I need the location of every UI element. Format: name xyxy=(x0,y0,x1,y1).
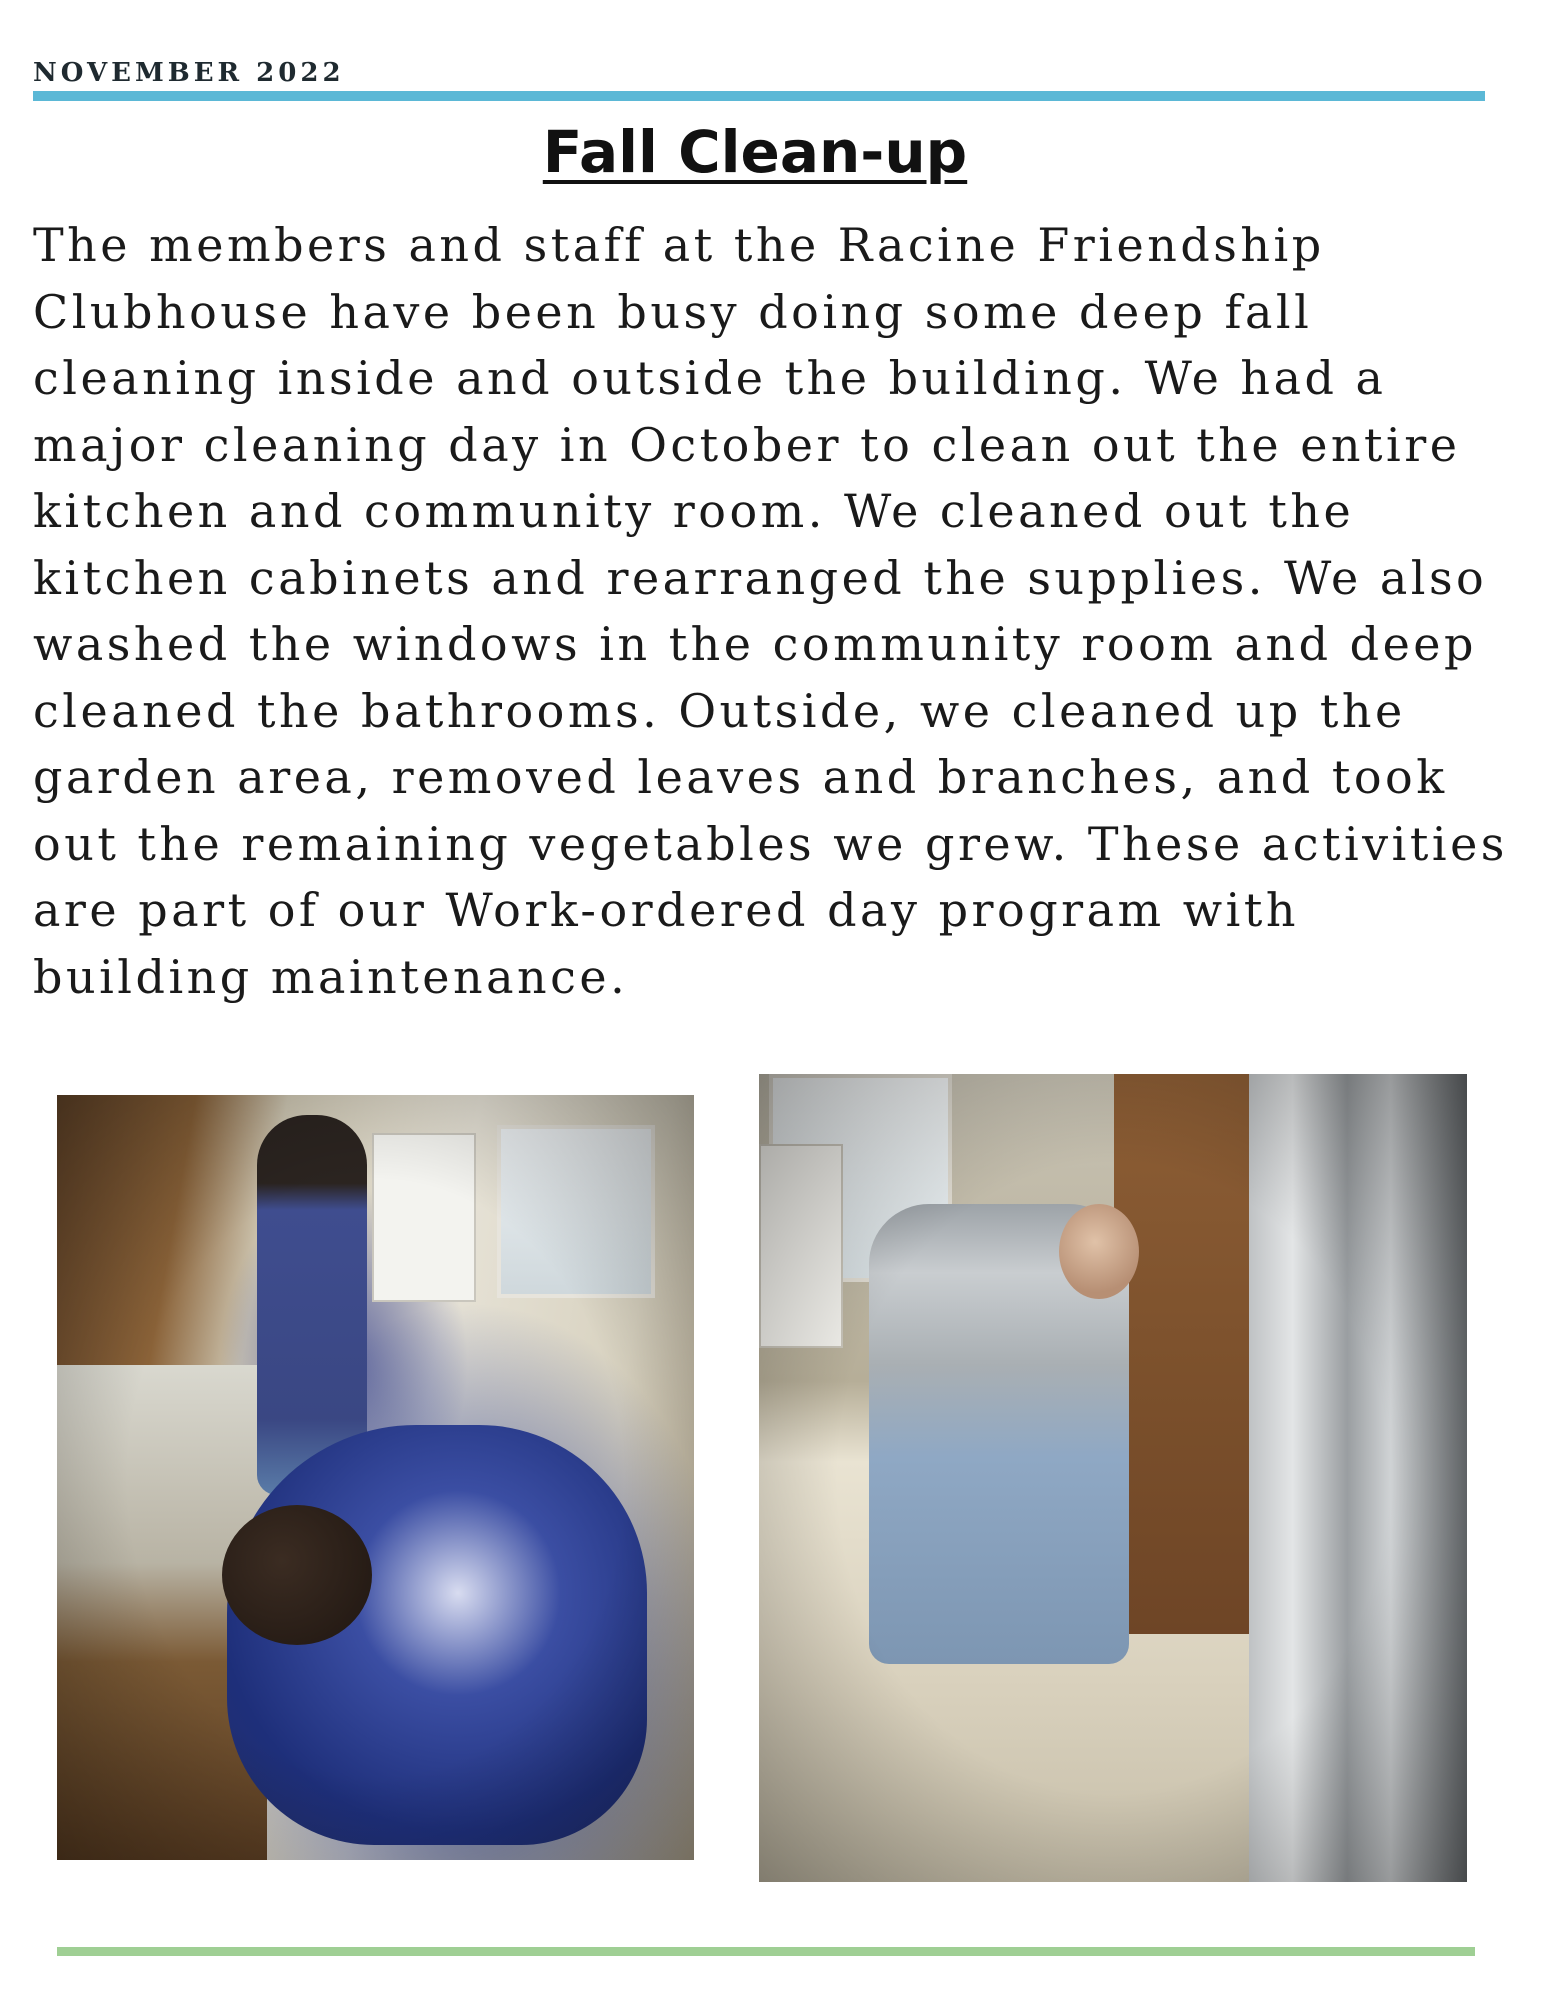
photo-kitchen-cleaning xyxy=(57,1095,694,1860)
photo-vignette xyxy=(759,1074,1467,1882)
article-body: The members and staff at the Racine Friendship Clubhouse have been busy doing some deep fall cleaning inside and outside the building. We had a major cleaning day in October to clean out the entire kitchen and community room. We cleaned out the kitchen cabinets and rearranged the supplies. We also washed the windows in the community room and deep cleaned the bathrooms. Outside, we cleaned up the garden area, removed leaves and branches, and took out the remaining vegetables we grew. These activities are part of our Work-ordered day program with building maintenance. xyxy=(33,218,1508,1004)
newsletter-date: NOVEMBER 2022 xyxy=(33,58,345,88)
photo-floor-cleaning xyxy=(759,1074,1467,1882)
article-title: Fall Clean-up xyxy=(542,118,968,186)
top-divider xyxy=(33,91,1485,101)
photo-vignette xyxy=(57,1095,694,1860)
bottom-divider xyxy=(57,1947,1475,1956)
